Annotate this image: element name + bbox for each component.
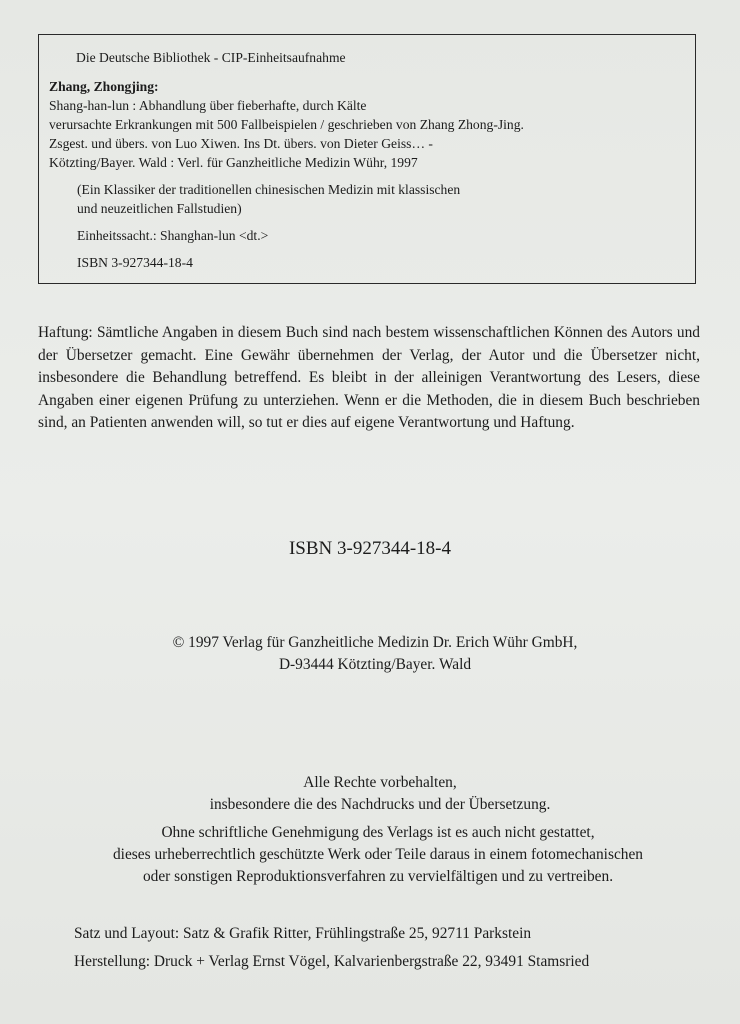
spacer — [49, 245, 695, 253]
cip-uniform-title: Einheitssacht.: Shanghan-lun <dt.> — [77, 228, 269, 243]
cip-author: Zhang, Zhongjing: — [49, 79, 159, 94]
copyright-line: D-93444 Kötzting/Bayer. Wald — [278, 656, 472, 673]
copyright-line: © 1997 Verlag für Ganzheitliche Medizin Dr. Erich Wühr GmbH, — [172, 634, 578, 651]
cip-header: Die Deutsche Bibliothek - CIP-Einheitsaufnahme — [76, 50, 346, 65]
cip-line: Zsgest. und übers. von Luo Xiwen. Ins Dt. übers. von Dieter Geiss… - — [49, 136, 433, 151]
production-credits — [74, 920, 589, 976]
cip-line: verursachte Erkrankungen mit 500 Fallbeispielen / geschrieben von Zhang Zhong-Jing. — [49, 117, 524, 132]
cip-series-note: (Ein Klassiker der traditionellen chinesischen Medizin mit klassischen — [77, 182, 461, 197]
permission-line: dieses urheberrechtlich geschützte Werk oder Teile daraus in einem fotomechanischen — [112, 846, 643, 863]
rights-reserved — [10, 772, 740, 816]
cip-isbn: ISBN 3-927344-18-4 — [77, 255, 193, 270]
production-credit: Herstellung: Druck + Verlag Ernst Vögel, Kalvarienbergstraße 22, 93491 Stamsried — [74, 953, 590, 970]
spacer — [49, 218, 695, 226]
cip-record-box — [38, 34, 696, 284]
cip-line: Kötzting/Bayer. Wald : Verl. für Ganzheitliche Medizin Wühr, 1997 — [49, 155, 418, 170]
layout-credit: Satz und Layout: Satz & Grafik Ritter, Frühlingstraße 25, 92711 Parkstein — [74, 925, 532, 942]
reproduction-notice — [8, 822, 740, 888]
cip-line: Shang-han-lun : Abhandlung über fieberhafte, durch Kälte — [49, 98, 367, 113]
copyright-notice — [5, 632, 740, 676]
isbn-number: ISBN 3-927344-18-4 — [288, 538, 452, 559]
liability-disclaimer: Haftung: Sämtliche Angaben in diesem Buch sind nach bestem wissenschaftlichen Können des Autors und der Übersetzer gemacht. Eine Gewähr übernehmen der Verlag, der Autor und die Übersetzer nicht, insbesondere die Behandlung betreffend. Es bleibt in der alleinigen Verantwortung des Lesers, diese Angaben einer eigenen Prüfung zu unterziehen. Wenn er die Methoden, die in diesem Buch beschrieben sind, an Patienten anwenden will, so tut er dies auf eigene Verantwortung und Haftung. — [38, 324, 700, 431]
rights-line: insbesondere die des Nachdrucks und der Übersetzung. — [209, 796, 551, 813]
rights-line: Alle Rechte vorbehalten, — [303, 774, 457, 791]
spacer — [49, 172, 695, 180]
cip-series-note: und neuzeitlichen Fallstudien) — [77, 201, 242, 216]
permission-line: oder sonstigen Reproduktionsverfahren zu vervielfältigen und zu vertreiben. — [142, 868, 614, 885]
permission-line: Ohne schriftliche Genehmigung des Verlags ist es auch nicht gestattet, — [161, 824, 595, 841]
